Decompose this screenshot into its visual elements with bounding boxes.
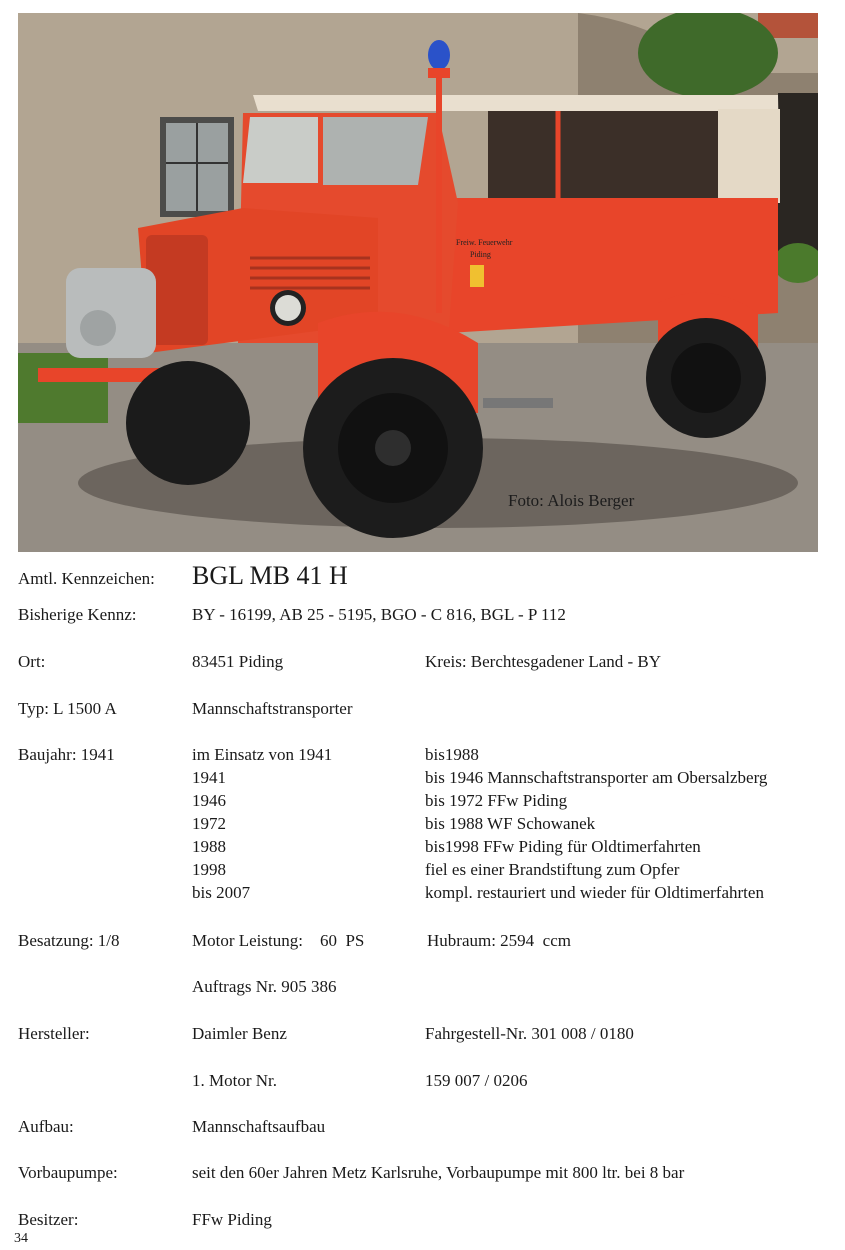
history-year: bis 2007 (192, 883, 251, 902)
history-year: im Einsatz von 1941 (192, 745, 333, 764)
hersteller-label: Hersteller: (18, 1024, 90, 1043)
history-text: bis 1946 Mannschaftstransporter am Obersalzberg (425, 768, 768, 787)
previous-plates-label: Bisherige Kennz: (18, 605, 137, 624)
door-lettering-line2: Piding (470, 250, 491, 259)
history-year: 1946 (192, 791, 226, 810)
auftrag-value: Auftrags Nr. 905 386 (192, 977, 337, 996)
history-text: kompl. restauriert und wieder für Oldtimerfahrten (425, 883, 764, 902)
motor-nr-value: 159 007 / 0206 (425, 1071, 528, 1090)
history-text: bis1998 FFw Piding für Oldtimerfahrten (425, 837, 701, 856)
history-text: bis1988 (425, 745, 479, 764)
typ-value: Mannschaftstransporter (192, 699, 353, 718)
plate-label: Amtl. Kennzeichen: (18, 569, 155, 588)
hubraum-value: Hubraum: 2594 ccm (427, 931, 571, 950)
besatzung-label: Besatzung: 1/8 (18, 931, 120, 950)
aufbau-value: Mannschaftsaufbau (192, 1117, 326, 1136)
history-year: 1941 (192, 768, 226, 787)
besitzer-label: Besitzer: (18, 1210, 79, 1229)
ort-label: Ort: (18, 652, 46, 671)
fahrgestell-value: Fahrgestell-Nr. 301 008 / 0180 (425, 1024, 634, 1043)
baujahr-label: Baujahr: 1941 (18, 745, 115, 764)
history-text: fiel es einer Brandstiftung zum Opfer (425, 860, 680, 879)
photo-credit: Foto: Alois Berger (508, 491, 635, 510)
history-year: 1972 (192, 814, 226, 833)
typ-label: Typ: L 1500 A (18, 699, 117, 718)
page-number: 34 (14, 1231, 28, 1246)
history-year: 1998 (192, 860, 226, 879)
history-text: bis 1972 FFw Piding (425, 791, 568, 810)
besitzer-value: FFw Piding (192, 1210, 272, 1229)
hersteller-value: Daimler Benz (192, 1024, 287, 1043)
coat-of-arms-icon (470, 265, 484, 287)
history-year: 1988 (192, 837, 226, 856)
motor-power: Motor Leistung: 60 PS (192, 931, 365, 950)
kreis-value: Kreis: Berchtesgadener Land - BY (425, 652, 662, 671)
aufbau-label: Aufbau: (18, 1117, 74, 1136)
history-text: bis 1988 WF Schowanek (425, 814, 596, 833)
motor-nr-label: 1. Motor Nr. (192, 1071, 277, 1090)
ort-value: 83451 Piding (192, 652, 284, 671)
vorbaupumpe-value: seit den 60er Jahren Metz Karlsruhe, Vorbaupumpe mit 800 ltr. bei 8 bar (192, 1163, 685, 1182)
previous-plates-value: BY - 16199, AB 25 - 5195, BGO - C 816, BGL - P 112 (192, 605, 566, 624)
vehicle-photo (18, 13, 818, 552)
door-lettering-line1: Freiw. Feuerwehr (456, 238, 513, 247)
vorbaupumpe-label: Vorbaupumpe: (18, 1163, 118, 1182)
plate-value: BGL MB 41 H (192, 561, 348, 590)
